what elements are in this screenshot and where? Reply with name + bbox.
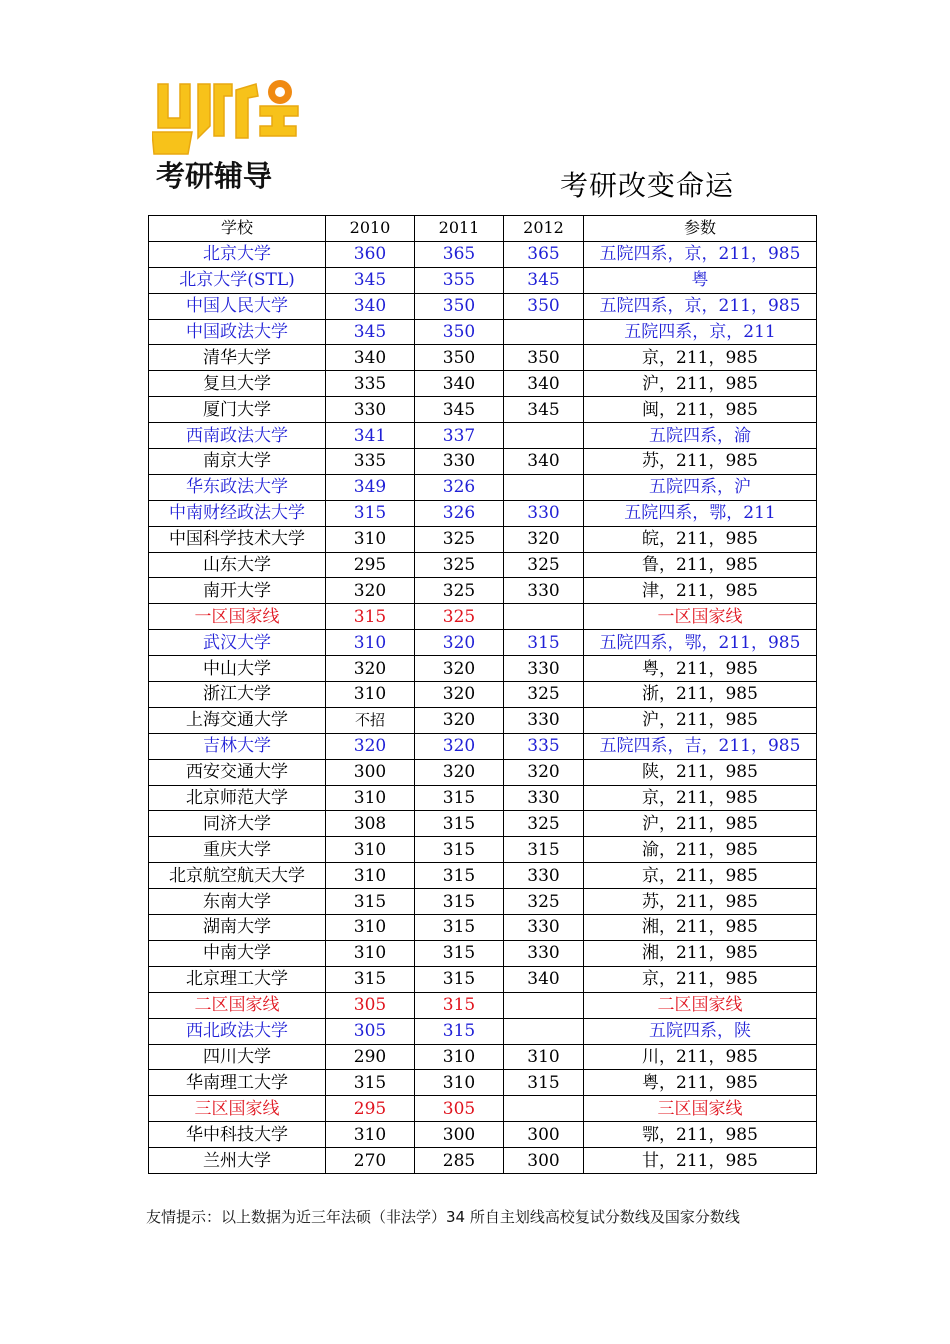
params-cell: 二区国家线: [584, 992, 817, 1018]
score-2011-cell: 315: [415, 889, 504, 915]
score-2011-cell: 310: [415, 1044, 504, 1070]
params-cell: 五院四系，陕: [584, 1018, 817, 1044]
score-2011-cell: 320: [415, 630, 504, 656]
params-cell: 浙，211，985: [584, 682, 817, 708]
table-row: [149, 449, 817, 475]
params-cell: 五院四系，吉，211，985: [584, 733, 817, 759]
params-cell: 五院四系，京，211，985: [584, 293, 817, 319]
score-2012-cell: 320: [504, 526, 584, 552]
score-2010-cell: 295: [326, 552, 415, 578]
score-2010-cell: 315: [326, 889, 415, 915]
score-2010-cell: 308: [326, 811, 415, 837]
score-2012-cell: 330: [504, 707, 584, 733]
params-cell: 湘，211，985: [584, 940, 817, 966]
score-2010-cell: 315: [326, 604, 415, 630]
score-2011-cell: 345: [415, 397, 504, 423]
score-2012-cell: 300: [504, 1148, 584, 1174]
params-cell: 粤: [584, 267, 817, 293]
school-cell: 北京师范大学: [149, 785, 326, 811]
params-cell: 湘，211，985: [584, 915, 817, 941]
table-row: [149, 474, 817, 500]
school-cell: 上海交通大学: [149, 707, 326, 733]
school-cell: 华东政法大学: [149, 474, 326, 500]
params-cell: 苏，211，985: [584, 449, 817, 475]
score-2010-cell: 310: [326, 837, 415, 863]
table-row: [149, 630, 817, 656]
school-cell: 中国科学技术大学: [149, 526, 326, 552]
params-cell: 三区国家线: [584, 1096, 817, 1122]
score-2010-cell: 320: [326, 733, 415, 759]
table-row: [149, 500, 817, 526]
score-2012-cell: 350: [504, 293, 584, 319]
school-cell: 中南大学: [149, 940, 326, 966]
table-row: [149, 733, 817, 759]
brand-logo: [152, 76, 302, 196]
school-cell: 兰州大学: [149, 1148, 326, 1174]
score-2011-cell: 350: [415, 319, 504, 345]
params-cell: 沪，211，985: [584, 811, 817, 837]
score-2012-cell: 340: [504, 966, 584, 992]
school-cell: 中山大学: [149, 656, 326, 682]
school-cell: 厦门大学: [149, 397, 326, 423]
params-cell: 鲁，211，985: [584, 552, 817, 578]
table-row: [149, 345, 817, 371]
score-2012-cell: 330: [504, 578, 584, 604]
score-2010-cell: 345: [326, 319, 415, 345]
score-2012-cell: 325: [504, 552, 584, 578]
score-table: [148, 215, 817, 1174]
score-2011-cell: 315: [415, 992, 504, 1018]
school-cell: 同济大学: [149, 811, 326, 837]
score-2010-cell: 310: [326, 915, 415, 941]
school-cell: 湖南大学: [149, 915, 326, 941]
params-cell: 川，211，985: [584, 1044, 817, 1070]
school-cell: 西北政法大学: [149, 1018, 326, 1044]
school-cell: 二区国家线: [149, 992, 326, 1018]
score-2012-cell: 330: [504, 785, 584, 811]
score-2010-cell: 310: [326, 940, 415, 966]
params-cell: 苏，211，985: [584, 889, 817, 915]
params-cell: 京，211，985: [584, 345, 817, 371]
score-2011-cell: 337: [415, 423, 504, 449]
score-2012-cell: 325: [504, 682, 584, 708]
score-2012-cell: 315: [504, 630, 584, 656]
score-2011-cell: 315: [415, 811, 504, 837]
score-2012-cell: [504, 1018, 584, 1044]
score-2011-cell: 320: [415, 759, 504, 785]
school-cell: 北京理工大学: [149, 966, 326, 992]
logo-subtitle: 考研辅导: [156, 159, 273, 193]
table-row: [149, 1018, 817, 1044]
score-2011-cell: 320: [415, 733, 504, 759]
score-2011-cell: 326: [415, 500, 504, 526]
table-row: [149, 656, 817, 682]
score-2010-cell: 330: [326, 397, 415, 423]
score-2012-cell: [504, 1096, 584, 1122]
params-cell: 沪，211，985: [584, 371, 817, 397]
score-2010-cell: 315: [326, 500, 415, 526]
score-2011-cell: 320: [415, 707, 504, 733]
column-header-2012: 2012: [504, 216, 584, 242]
table-row: [149, 915, 817, 941]
score-2012-cell: 315: [504, 837, 584, 863]
params-cell: 渝，211，985: [584, 837, 817, 863]
score-2011-cell: 325: [415, 604, 504, 630]
params-cell: 甘，211，985: [584, 1148, 817, 1174]
school-cell: 华南理工大学: [149, 1070, 326, 1096]
school-cell: 武汉大学: [149, 630, 326, 656]
score-2010-cell: 295: [326, 1096, 415, 1122]
column-header-school: 学校: [149, 216, 326, 242]
table-row: [149, 241, 817, 267]
score-2011-cell: 325: [415, 578, 504, 604]
params-cell: 皖，211，985: [584, 526, 817, 552]
school-cell: 吉林大学: [149, 733, 326, 759]
params-cell: 陕，211，985: [584, 759, 817, 785]
score-2011-cell: 330: [415, 449, 504, 475]
score-2012-cell: [504, 604, 584, 630]
score-2011-cell: 320: [415, 682, 504, 708]
table-row: [149, 604, 817, 630]
score-2012-cell: 350: [504, 345, 584, 371]
table-row: [149, 578, 817, 604]
slogan: 考研改变命运: [560, 169, 735, 202]
column-header-2010: 2010: [326, 216, 415, 242]
params-cell: 沪，211，985: [584, 707, 817, 733]
school-cell: 北京航空航天大学: [149, 863, 326, 889]
school-cell: 四川大学: [149, 1044, 326, 1070]
score-2011-cell: 326: [415, 474, 504, 500]
score-2010-cell: 315: [326, 1070, 415, 1096]
school-cell: 山东大学: [149, 552, 326, 578]
table-row: [149, 682, 817, 708]
table-row: [149, 785, 817, 811]
score-2012-cell: [504, 423, 584, 449]
params-cell: 五院四系，沪: [584, 474, 817, 500]
score-2010-cell: 340: [326, 345, 415, 371]
table-row: [149, 397, 817, 423]
score-2011-cell: 355: [415, 267, 504, 293]
kaicheng-logo-icon: [152, 76, 302, 196]
score-2010-cell: 310: [326, 630, 415, 656]
score-2011-cell: 315: [415, 785, 504, 811]
score-2011-cell: 340: [415, 371, 504, 397]
score-2011-cell: 325: [415, 526, 504, 552]
table-row: [149, 707, 817, 733]
params-cell: 京，211，985: [584, 785, 817, 811]
school-cell: 浙江大学: [149, 682, 326, 708]
column-header-params: 参数: [584, 216, 817, 242]
params-cell: 五院四系，渝: [584, 423, 817, 449]
params-cell: 津，211，985: [584, 578, 817, 604]
score-2011-cell: 285: [415, 1148, 504, 1174]
score-2012-cell: 325: [504, 811, 584, 837]
params-cell: 一区国家线: [584, 604, 817, 630]
score-2011-cell: 315: [415, 863, 504, 889]
school-cell: 一区国家线: [149, 604, 326, 630]
score-2010-cell: 290: [326, 1044, 415, 1070]
score-2012-cell: 320: [504, 759, 584, 785]
score-2010-cell: 270: [326, 1148, 415, 1174]
table-row: [149, 267, 817, 293]
table-row: [149, 837, 817, 863]
table-row: [149, 889, 817, 915]
table-row: [149, 371, 817, 397]
school-cell: 清华大学: [149, 345, 326, 371]
school-cell: 中国人民大学: [149, 293, 326, 319]
score-2011-cell: 315: [415, 966, 504, 992]
params-cell: 粤，211，985: [584, 1070, 817, 1096]
score-2010-cell: 不招: [326, 707, 415, 733]
score-2012-cell: 330: [504, 915, 584, 941]
params-cell: 京，211，985: [584, 966, 817, 992]
params-cell: 五院四系，京，211，985: [584, 241, 817, 267]
table-row: [149, 1122, 817, 1148]
score-2012-cell: [504, 474, 584, 500]
score-2011-cell: 320: [415, 656, 504, 682]
score-2012-cell: 330: [504, 940, 584, 966]
school-cell: 复旦大学: [149, 371, 326, 397]
school-cell: 中南财经政法大学: [149, 500, 326, 526]
score-2011-cell: 305: [415, 1096, 504, 1122]
school-cell: 北京大学(STL): [149, 267, 326, 293]
school-cell: 重庆大学: [149, 837, 326, 863]
score-2010-cell: 310: [326, 1122, 415, 1148]
table-row: [149, 863, 817, 889]
school-cell: 三区国家线: [149, 1096, 326, 1122]
params-cell: 京，211，985: [584, 863, 817, 889]
table-row: [149, 811, 817, 837]
footnote: 友情提示：以上数据为近三年法硕（非法学）34 所自主划线高校复试分数线及国家分数线: [146, 1208, 740, 1226]
table-row: [149, 1148, 817, 1174]
score-2012-cell: 340: [504, 449, 584, 475]
score-2012-cell: 345: [504, 267, 584, 293]
school-cell: 华中科技大学: [149, 1122, 326, 1148]
score-2010-cell: 320: [326, 656, 415, 682]
score-2012-cell: 325: [504, 889, 584, 915]
score-2010-cell: 310: [326, 863, 415, 889]
school-cell: 南京大学: [149, 449, 326, 475]
score-2010-cell: 310: [326, 526, 415, 552]
score-2010-cell: 360: [326, 241, 415, 267]
table-row: [149, 966, 817, 992]
school-cell: 东南大学: [149, 889, 326, 915]
score-2012-cell: 345: [504, 397, 584, 423]
school-cell: 中国政法大学: [149, 319, 326, 345]
score-2010-cell: 305: [326, 992, 415, 1018]
params-cell: 粤，211，985: [584, 656, 817, 682]
score-2012-cell: 300: [504, 1122, 584, 1148]
table-row: [149, 552, 817, 578]
score-2010-cell: 310: [326, 785, 415, 811]
score-2012-cell: [504, 992, 584, 1018]
score-2010-cell: 341: [326, 423, 415, 449]
score-2011-cell: 315: [415, 915, 504, 941]
params-cell: 五院四系，京，211: [584, 319, 817, 345]
score-2010-cell: 305: [326, 1018, 415, 1044]
score-2011-cell: 315: [415, 940, 504, 966]
score-2010-cell: 345: [326, 267, 415, 293]
params-cell: 五院四系，鄂，211，985: [584, 630, 817, 656]
params-cell: 鄂，211，985: [584, 1122, 817, 1148]
score-2012-cell: 315: [504, 1070, 584, 1096]
score-2010-cell: 310: [326, 682, 415, 708]
table-row: [149, 423, 817, 449]
score-2012-cell: [504, 319, 584, 345]
school-cell: 南开大学: [149, 578, 326, 604]
score-2010-cell: 300: [326, 759, 415, 785]
score-2012-cell: 330: [504, 863, 584, 889]
score-2011-cell: 325: [415, 552, 504, 578]
params-cell: 闽，211，985: [584, 397, 817, 423]
score-2012-cell: 310: [504, 1044, 584, 1070]
table-row: [149, 759, 817, 785]
table-row: [149, 293, 817, 319]
table-header-row: [149, 216, 817, 242]
score-2012-cell: 335: [504, 733, 584, 759]
score-2011-cell: 315: [415, 1018, 504, 1044]
table-row: [149, 1044, 817, 1070]
score-2011-cell: 350: [415, 293, 504, 319]
score-2010-cell: 335: [326, 449, 415, 475]
score-2010-cell: 349: [326, 474, 415, 500]
score-2010-cell: 335: [326, 371, 415, 397]
score-2011-cell: 310: [415, 1070, 504, 1096]
score-2012-cell: 340: [504, 371, 584, 397]
table-body: [149, 241, 817, 1173]
score-2010-cell: 315: [326, 966, 415, 992]
column-header-2011: 2011: [415, 216, 504, 242]
table-row: [149, 992, 817, 1018]
table-row: [149, 1096, 817, 1122]
table-row: [149, 940, 817, 966]
score-2012-cell: 365: [504, 241, 584, 267]
table-row: [149, 526, 817, 552]
score-2011-cell: 365: [415, 241, 504, 267]
school-cell: 西南政法大学: [149, 423, 326, 449]
score-2010-cell: 340: [326, 293, 415, 319]
school-cell: 西安交通大学: [149, 759, 326, 785]
score-2012-cell: 330: [504, 656, 584, 682]
school-cell: 北京大学: [149, 241, 326, 267]
score-2011-cell: 350: [415, 345, 504, 371]
score-2012-cell: 330: [504, 500, 584, 526]
params-cell: 五院四系，鄂，211: [584, 500, 817, 526]
table-row: [149, 1070, 817, 1096]
table-row: [149, 319, 817, 345]
score-2011-cell: 315: [415, 837, 504, 863]
score-2010-cell: 320: [326, 578, 415, 604]
score-2011-cell: 300: [415, 1122, 504, 1148]
